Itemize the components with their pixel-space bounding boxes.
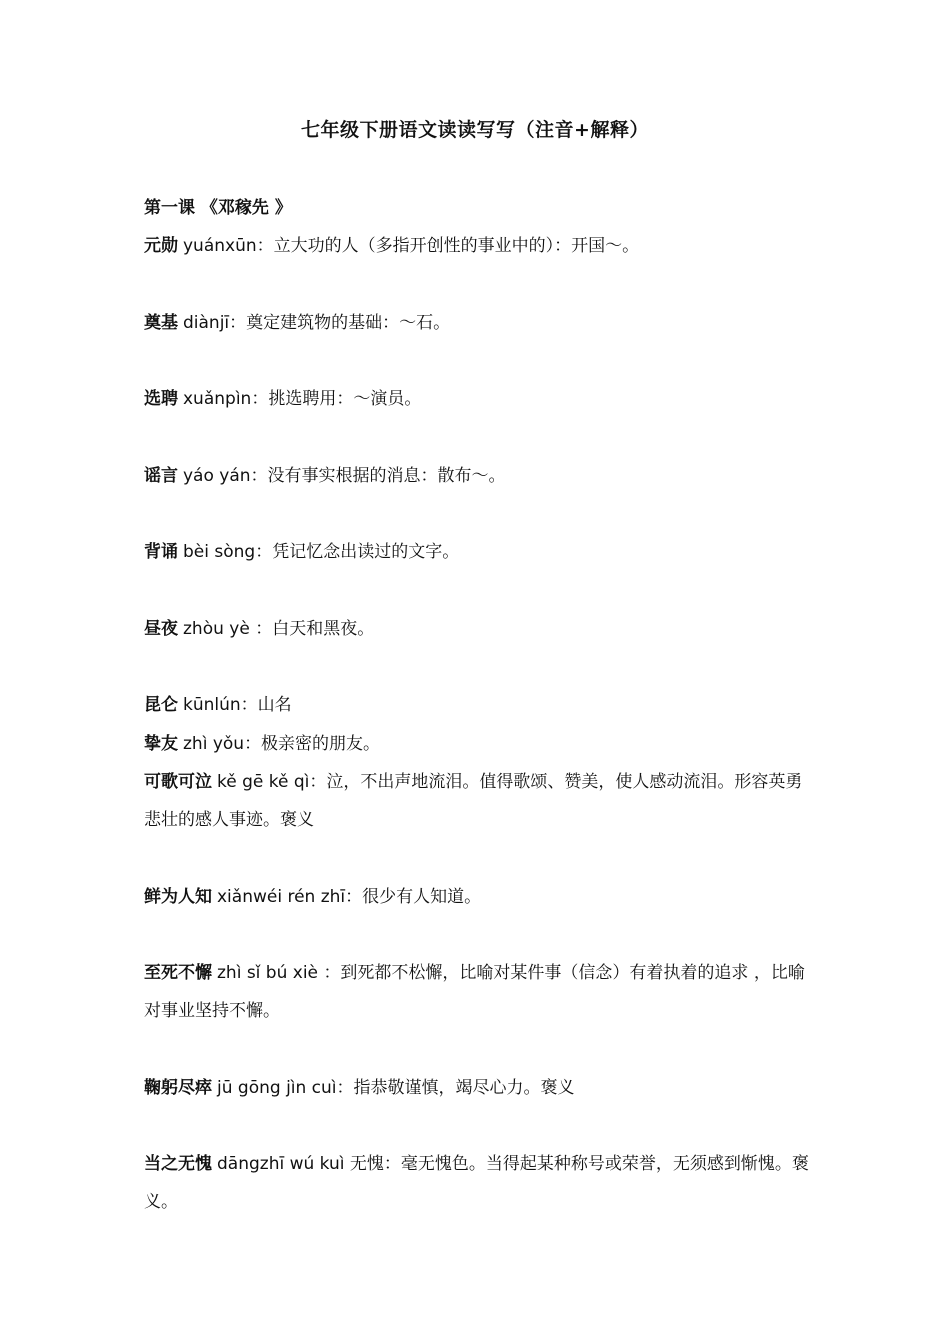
vocab-entry	[144, 227, 814, 265]
vocab-pinyin: xiǎnwéi rén zhī	[217, 887, 346, 907]
vocab-term: 至死不懈	[144, 963, 212, 983]
vocab-entry	[144, 304, 814, 342]
vocab-term: 鲜为人知	[144, 887, 212, 907]
vocab-term: 当之无愧	[144, 1154, 212, 1174]
vocab-entry	[144, 380, 814, 418]
vocab-term: 奠基	[144, 313, 178, 333]
vocab-definition: ：很少有人知道。	[345, 887, 482, 907]
vocab-pinyin: yáo yán	[183, 466, 251, 486]
vocab-term: 鞠躬尽瘁	[144, 1078, 212, 1098]
vocab-definition: 无愧：毫无愧色。当得起某种称号或荣誉，无须感到惭愧。褒义。	[144, 1154, 809, 1212]
vocab-pinyin: kě gē kě qì	[217, 772, 310, 792]
vocab-pinyin: zhì sǐ bú xiè	[217, 963, 324, 983]
vocab-entry	[144, 878, 814, 916]
vocab-pinyin: yuánxūn	[183, 236, 257, 256]
vocab-pinyin: diànjī	[183, 313, 230, 333]
vocab-pinyin: xuǎnpìn	[183, 389, 252, 409]
vocab-entry	[144, 1145, 814, 1221]
vocab-entry	[144, 686, 814, 724]
vocab-definition: ：泣，不出声地流泪。值得歌颂、赞美，使人感动流泪。形容英勇悲壮的感人事迹。褒义	[144, 772, 803, 830]
vocab-definition: ：白天和黑夜。	[255, 619, 375, 639]
vocab-entry	[144, 1069, 814, 1107]
vocab-definition: ：山名	[240, 695, 292, 715]
vocab-term: 挚友	[144, 734, 178, 754]
vocab-pinyin: kūnlún	[183, 695, 241, 715]
vocab-pinyin: jū gōng jìn cuì	[217, 1078, 337, 1098]
vocab-pinyin: dāngzhī wú kuì	[217, 1154, 345, 1174]
vocab-definition: ：指恭敬谨慎，竭尽心力。褒义	[336, 1078, 575, 1098]
vocab-term: 可歌可泣	[144, 772, 212, 792]
vocab-entry	[144, 457, 814, 495]
vocab-definition: ：凭记忆念出读过的文字。	[255, 542, 460, 562]
vocab-term: 背诵	[144, 542, 178, 562]
vocab-definition: ：挑选聘用：～演员。	[251, 389, 422, 409]
vocab-pinyin: zhòu yè	[183, 619, 256, 639]
vocab-term: 选聘	[144, 389, 178, 409]
vocab-definition: ：没有事实根据的消息：散布～。	[250, 466, 506, 486]
vocab-definition: ：立大功的人（多指开创性的事业中的）：开国～。	[256, 236, 640, 256]
vocab-entry	[144, 763, 814, 839]
vocab-definition: ：奠定建筑物的基础：～石。	[229, 313, 451, 333]
vocab-entry	[144, 725, 814, 763]
vocab-term: 昆仑	[144, 695, 178, 715]
vocab-entry	[144, 610, 814, 648]
vocab-entry	[144, 533, 814, 571]
lesson-heading: 第一课 《邓稼先 》	[144, 198, 292, 218]
vocab-term: 昼夜	[144, 619, 178, 639]
vocab-entry	[144, 954, 814, 1030]
vocab-term: 元勋	[144, 236, 178, 256]
vocab-pinyin: bèi sòng	[183, 542, 256, 562]
vocab-pinyin: zhì yǒu	[183, 734, 245, 754]
vocab-term: 谣言	[144, 466, 178, 486]
vocab-definition: ：极亲密的朋友。	[244, 734, 381, 754]
page-title: 七年级下册语文读读写写（注音+解释）	[301, 119, 649, 141]
vocab-definition: ：到死都不松懈，比喻对某件事（信念）有着执着的追求 ，比喻对事业坚持不懈。	[144, 963, 805, 1021]
